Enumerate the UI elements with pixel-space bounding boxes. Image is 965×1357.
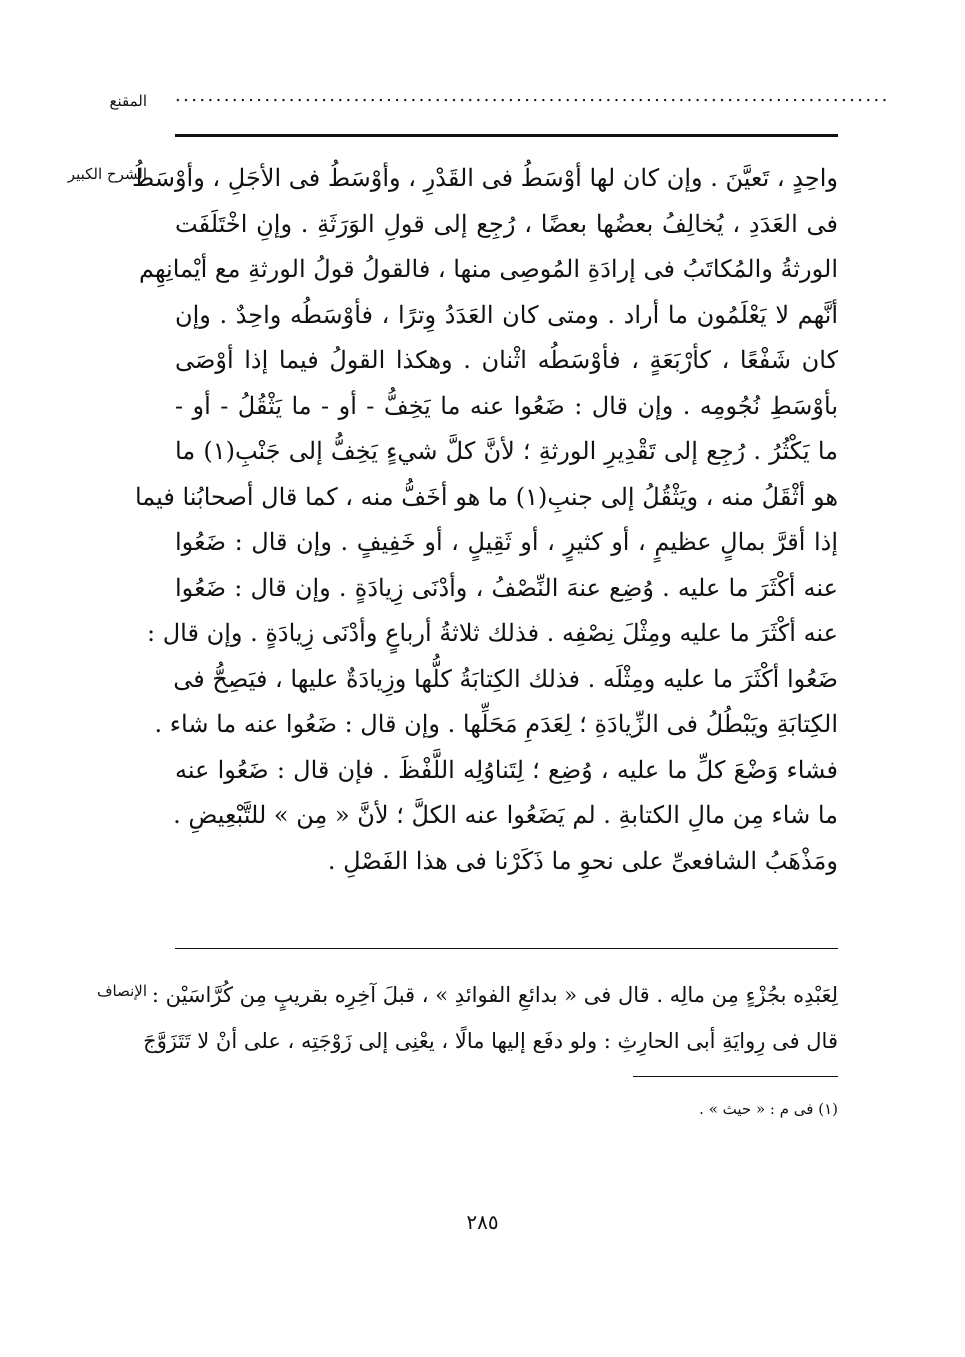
sharh-line: ما يَكْثُرُ . رُجِع إلى تَقْدِيرِ الورثةِ ؛ لأنَّ كلَّ شيءٍ يَخِفُّ إلى جَنْبِ(١) ما xyxy=(175,437,838,465)
page-number: ٢٨٥ xyxy=(466,1210,499,1234)
sharh-line: عنه أكْثَرَ ما عليه . وُضِع عنهَ النِّصْفُ ، وأدْنَى زِيادَةٍ . وإن قال : ضَعُوا xyxy=(175,573,838,602)
sharh-line: الكِتابَةِ ويَبْطُلُ فى الزِّيادَةِ ؛ لِعَدَمِ مَحَلِّها . وإن قال : ضَعُوا عنه ما شاء . xyxy=(154,710,838,738)
sharh-line: الورثةُ والمُكاتَبُ فى إرادَةِ المُوصِى منها ، فالقولُ قولُ الورثةِ مع أيْمانِهِم xyxy=(139,255,838,283)
sharh-line: كان شَفْعًا ، كأرْبَعَةٍ ، فأوْسَطُه اثْنان . وهكذا القولُ فيما إذا أوْصَى xyxy=(175,346,838,374)
sharh-section-label: الشرح الكبير xyxy=(67,165,147,183)
sharh-line: عنه أكْثَرَ ما عليه ومِثْلَ نِصْفِه . فذلك ثلاثةُ أرباعٍ وأدْنَى زِيادَةٍ . وإن قال : xyxy=(147,619,838,647)
sharh-line: أنَّهم لا يَعْلَمُون ما أراد . ومتى كان العَدَدُ وِترًا ، فأوْسَطُه واحِدٌ . وإن xyxy=(175,300,838,329)
sharh-line: إذا أقرَّ بمالٍ عظيمٍ ، أو كثيرٍ ، أو ثَقِيلٍ ، أو خَفِيفٍ . وإن قال : ضَعُوا xyxy=(175,528,838,556)
sharh-line: ما شاء مِن مالِ الكتابةِ . لم يَضَعُوا عنه الكلَّ ؛ لأنَّ « مِن » للتَّبْعِيضِ . xyxy=(173,801,838,829)
footnote-rule xyxy=(633,1076,838,1077)
sharh-line: ضَعُوا أكْثَرَ ما عليه ومِثْلَه . فذلك الكِتابَةُ كلُّها وزِيادَةٌ عليها ، فيَصِحُّ فى xyxy=(173,664,838,693)
sharh-text-block xyxy=(132,156,838,884)
insaf-section-label: الإنصاف xyxy=(96,982,147,1000)
insaf-text-block xyxy=(143,972,838,1064)
sharh-line: بأوْسَطِ نُجُومِه . وإن قال : ضَعُوا عنه ما يَخِفُّ - أو - ما يَثْقُلُ - أو - xyxy=(175,391,838,420)
sharh-line: هو أثْقَلُ منه ، ويَثْقُلُ إلى جنبِ(١) ما هو أخَفُّ منه ، كما قال أصحابُنا فيما xyxy=(134,482,838,511)
sharh-line: ومَذْهَبُ الشافعىِّ على نحوِ ما ذَكَرْنا فى هذا الفَصْلِ . xyxy=(327,846,838,875)
sharh-line: فشاء وَضْعَ كلِّ ما عليه ، وُضِع ؛ لِتَناوُلِه اللَّفْظَ . فإن قال : ضَعُوا عنه xyxy=(175,755,838,784)
header-rule xyxy=(175,134,838,137)
sharh-line: فى العَدَدِ ، يُخالِفُ بعضُها بعضًا ، رُجِع إلى قولِ الوَرَثَةِ . وإنِ اخْتَلَفَت xyxy=(175,209,838,238)
sharh-line: واحِدٍ ، تَعيَّنَ . وإن كان لها أوْسَطُ فى القَدْرِ ، وأوْسَطُ فى الأجَلِ ، وأوْسَطُ xyxy=(132,164,838,192)
header-dotted-line: ........................................................................................ xyxy=(175,85,890,106)
insaf-line: لِعَبْدِه بجُزْءٍ مِن مالِه . قال فى « بدائعِ الفوائدِ » ، قبلَ آخِرِه بقريبٍ مِن كُرَّاسَيْن : xyxy=(151,983,838,1007)
footnote: (١) فى م : « حيث » . xyxy=(699,1100,838,1118)
section-divider xyxy=(175,948,838,949)
book-title: المقنع xyxy=(109,92,147,110)
insaf-line: قال فى رِوايَةِ أبى الحارِثِ : ولو دفَع إليها مالًا ، يعْنِى إلى زَوْجَتِه ، على أنْ لا تَتَزَوَّجَ xyxy=(143,1029,838,1053)
